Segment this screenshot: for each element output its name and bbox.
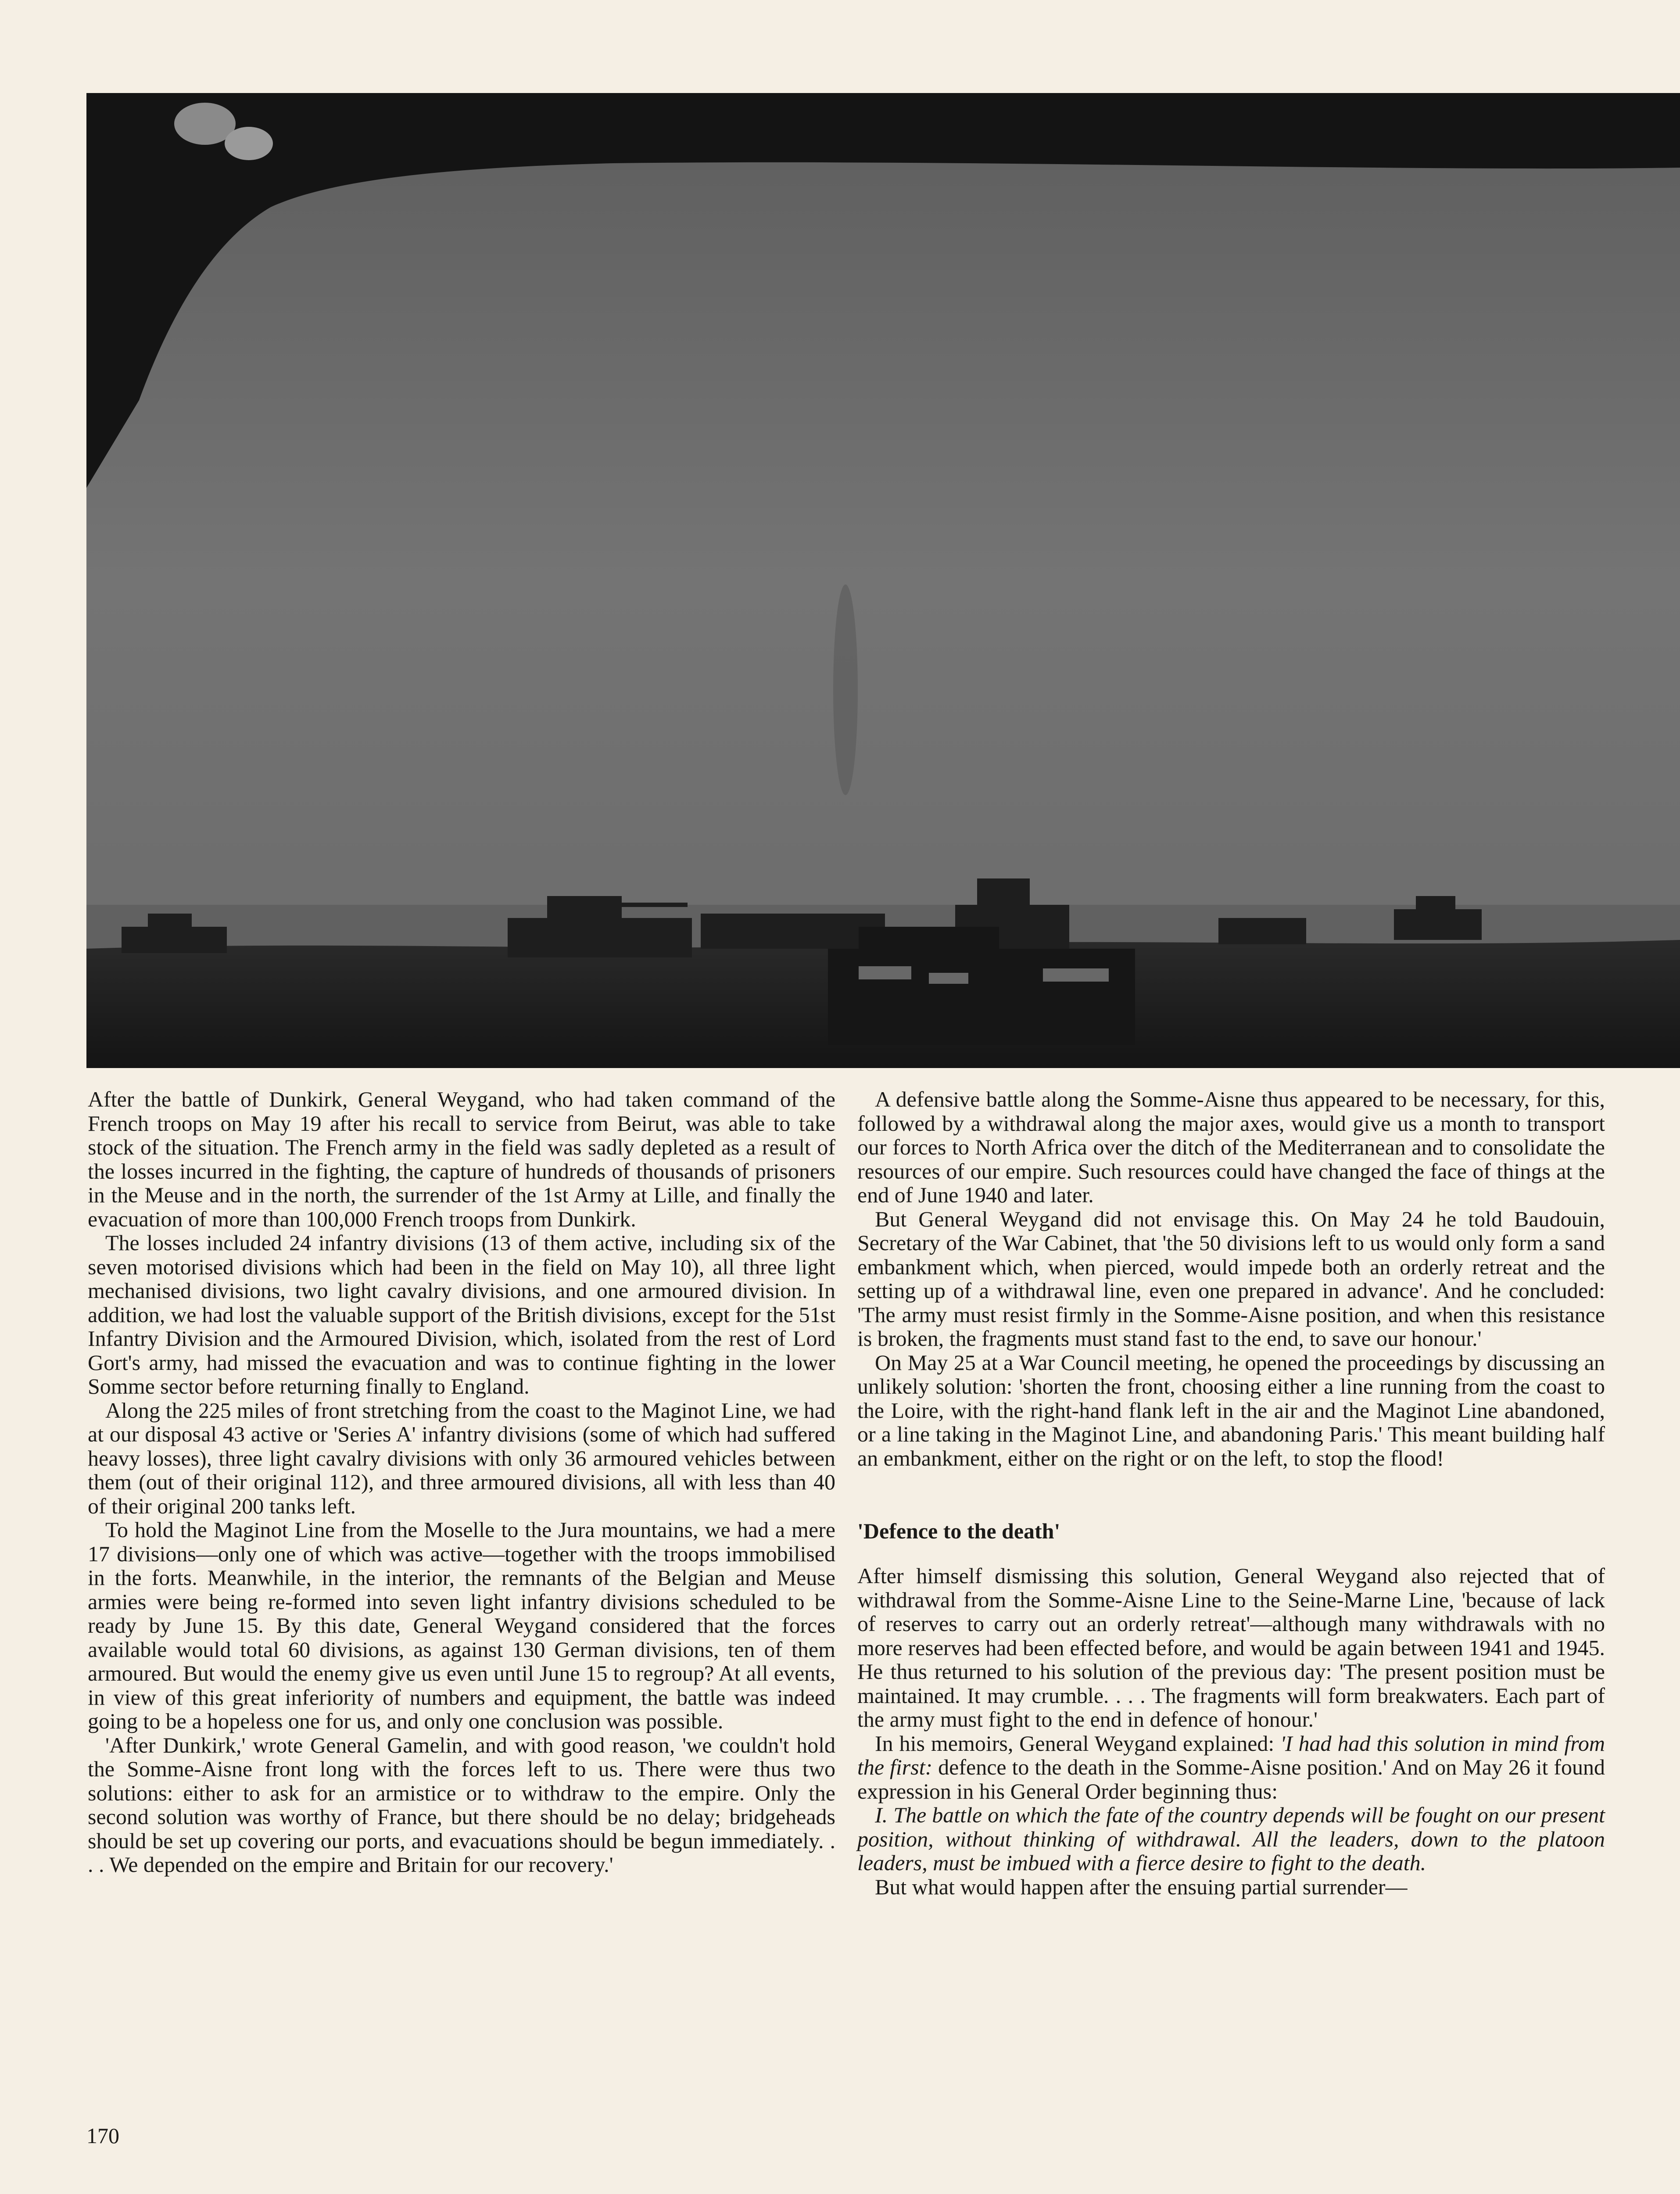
page-number: 170: [86, 2123, 119, 2148]
paragraph-lead: In his memoirs, General Weygand explained:: [875, 1731, 1281, 1756]
paragraph: 'After Dunkirk,' wrote General Gamelin, and with good reason, 'we couldn't hold the Somme-Aisne front long with the forces left to us. There were thus two solutions: either to ask for an armistice or to withdraw to the empire. Only the second solution was worthy of France, but there should be no delay; bridgeheads should be set up covering our ports, and evacuations should be begun immediately. . . . We depended on the empire and Britain for our recovery.': [88, 1732, 835, 1877]
article-right-column: [857, 1087, 1605, 1899]
paragraph-rest: defence to the death in the Somme-Aisne position.' And on May 26 it found expression in his General Order beginning thus:: [857, 1755, 1605, 1803]
paragraph: After the battle of Dunkirk, General Weygand, who had taken command of the French troops on May 19 after his recall to service from Beirut, was able to take stock of the situation. The French army in the field was sadly depleted as a result of the losses incurred in the fighting, the capture of hundreds of thousands of prisoners in the Meuse and in the north, the surrender of the 1st Army at Lille, and finally the evacuation of more than 100,000 French troops from Dunkirk.: [88, 1087, 835, 1231]
paragraph: But General Weygand did not envisage this. On May 24 he told Baudouin, Secretary of the War Cabinet, that 'the 50 divisions left to us would only form a sand embankment which, when pierced, would impede both an orderly retreat and the setting up of a withdrawal line, even one prepared in advance'. And he concluded: 'The army must resist firmly in the Somme-Aisne position, and when this resistance is broken, the fragments must stand fast to the end, to save our honour.': [857, 1206, 1605, 1351]
paragraph: To hold the Maginot Line from the Moselle to the Jura mountains, we had a mere 17 divisions—only one of which was active—together with the troops immobilised in the forts. Meanwhile, in the interior, the remnants of the Belgian and Meuse armies were being re-formed into seven light infantry divisions scheduled to be ready by June 15. By this date, General Weygand considered that the forces available would total 60 divisions, as against 130 German divisions, ten of them armoured. But would the enemy give us even until June 15 to regroup? At all events, in view of this great inferiority of numbers and equipment, the battle was indeed going to be a hopeless one for us, and only one conclusion was possible.: [88, 1517, 835, 1733]
article-left-column: [88, 1087, 835, 1877]
tanks-battlefield-photo-icon: [86, 93, 1680, 1068]
paragraph: [857, 1732, 1605, 1803]
battlefield-photo: [86, 93, 1680, 1068]
paragraph: The losses included 24 infantry divisions (13 of them active, including six of the seven motorised divisions which had been in the field on May 10), all three light mechanised divisions, two light cavalry divisions, and one armoured division. In addition, we had lost the valuable support of the British divisions, except for the 51st Infantry Division and the Armoured Division, which, isolated from the rest of Lord Gort's army, had missed the evacuation and was to continue fighting in the lower Somme sector before returning finally to England.: [88, 1230, 835, 1398]
section-heading: 'Defence to the death': [857, 1519, 1060, 1543]
paragraph: On May 25 at a War Council meeting, he opened the proceedings by discussing an unlikely solution: 'shorten the front, choosing either a line running from the coast to the Loire, with the right-hand flank left in the air and the Maginot Line abandoned, or a line taking in the Maginot Line, and abandoning Paris.' This meant building half an embankment, either on the right or on the left, to stop the flood!: [857, 1350, 1605, 1470]
paragraph-italic: 'I had had this solution in mind from the first:: [857, 1731, 1605, 1779]
paragraph: A defensive battle along the Somme-Aisne thus appeared to be necessary, for this, followed by a withdrawal along the major axes, would give us a month to transport our forces to North Africa over the ditch of the Mediterranean and to consolidate the resources of our empire. Such resources could have changed the face of things at the end of June 1940 and later.: [857, 1087, 1605, 1207]
paragraph: Along the 225 miles of front stretching from the coast to the Maginot Line, we had at our disposal 43 active or 'Series A' infantry divisions (some of which had suffered heavy losses), three light cavalry divisions with only 36 armoured vehicles between them (out of their original 112), and three armoured divisions, all with less than 40 of their original 200 tanks left.: [88, 1398, 835, 1518]
general-order-quote: I. The battle on which the fate of the country depends will be fought on our present position, without thinking of withdrawal. All the leaders, down to the platoon leaders, must be imbued with a fierce desire to fight to the death.: [857, 1803, 1605, 1875]
paragraph: But what would happen after the ensuing partial surrender—: [875, 1874, 1408, 1899]
paragraph: After himself dismissing this solution, General Weygand also rejected that of withdrawal from the Somme-Aisne Line to the Seine-Marne Line, 'because of lack of reserves to carry out an orderly retreat'—although many withdrawals with no more reserves had been effected before, and would be again between 1941 and 1945. He thus returned to his solution of the previous day: 'The present position must be maintained. It may crumble. . . . The fragments will form breakwaters. Each part of the army must fight to the end in defence of honour.': [857, 1563, 1605, 1732]
